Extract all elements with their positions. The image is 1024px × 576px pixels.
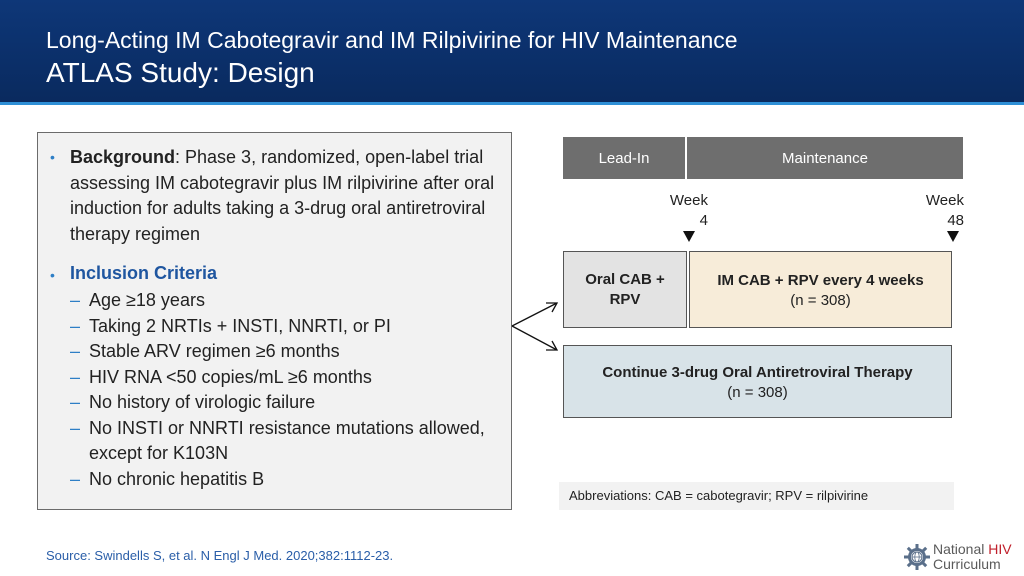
- dash-icon: –: [70, 392, 81, 412]
- list-item: – Stable ARV regimen ≥6 months: [70, 339, 510, 365]
- header-band: [0, 0, 1024, 102]
- im-arm-box: [689, 251, 952, 328]
- list-item: – No chronic hepatitis B: [70, 467, 510, 493]
- bullet-icon: •: [50, 267, 55, 283]
- national-hiv-curriculum-logo: [903, 541, 1018, 573]
- dash-icon: –: [70, 290, 81, 310]
- oral-lead-in-box: Oral CAB + RPV: [563, 251, 687, 328]
- dash-icon: –: [70, 366, 81, 387]
- list-item: – No INSTI or NNRTI resistance mutations allowed, except for K103N: [70, 417, 485, 463]
- study-criteria-panel: [37, 132, 512, 510]
- list-item: – HIV RNA <50 copies/mL ≥6 months: [70, 365, 510, 391]
- source-citation: Source: Swindells S, et al. N Engl J Med. 2020;382:1112-23.: [46, 548, 394, 563]
- dash-icon: –: [70, 341, 81, 361]
- phase-lead-in: Lead-In: [563, 137, 685, 179]
- dash-icon: –: [70, 417, 81, 438]
- list-item: – No history of virologic failure: [70, 390, 510, 416]
- im-arm-n: (n = 308): [790, 292, 851, 309]
- study-phase-bar: [563, 137, 963, 179]
- oral-art-arm-n: (n = 308): [727, 384, 788, 401]
- header-divider: [0, 102, 1024, 105]
- dash-icon: –: [70, 468, 81, 489]
- phase-maintenance: Maintenance: [687, 137, 963, 179]
- inclusion-criteria-title: Inclusion Criteria: [70, 263, 218, 283]
- week-4-label: Week 4: [669, 192, 708, 229]
- logo-text: National HIV Curriculum: [933, 541, 1012, 572]
- randomization-arrows-icon: [505, 295, 565, 357]
- oral-art-arm-box: [563, 345, 952, 418]
- dash-icon: –: [70, 315, 81, 336]
- oral-art-arm-title: Continue 3-drug Oral Antiretroviral Therapy: [602, 364, 913, 381]
- background-paragraph: [70, 145, 510, 247]
- im-arm-title: IM CAB + RPV every 4 weeks: [717, 272, 924, 289]
- week-4-marker-icon: [683, 231, 695, 242]
- bullet-icon: •: [50, 149, 55, 165]
- list-item: – Taking 2 NRTIs + INSTI, NNRTI, or PI: [70, 314, 510, 340]
- background-text: : Phase 3, randomized, open-label trial assessing IM cabotegravir plus IM rilpivirine after oral induction for adults taking a 3-drug oral antiretroviral therapy regimen: [70, 147, 495, 244]
- slide-subtitle: ATLAS Study: Design: [46, 57, 315, 88]
- slide-title: Long-Acting IM Cabotegravir and IM Rilpivirine for HIV Maintenance: [46, 27, 738, 53]
- inclusion-criteria-list: [70, 288, 510, 492]
- abbreviations-note: Abbreviations: CAB = cabotegravir; RPV = rilpivirine: [559, 482, 954, 510]
- week-48-marker-icon: [947, 231, 959, 242]
- list-item: – Age ≥18 years: [70, 288, 510, 314]
- gear-globe-icon: [903, 543, 931, 571]
- background-label: Background: [70, 147, 176, 167]
- week-48-label: Week 48: [925, 192, 964, 229]
